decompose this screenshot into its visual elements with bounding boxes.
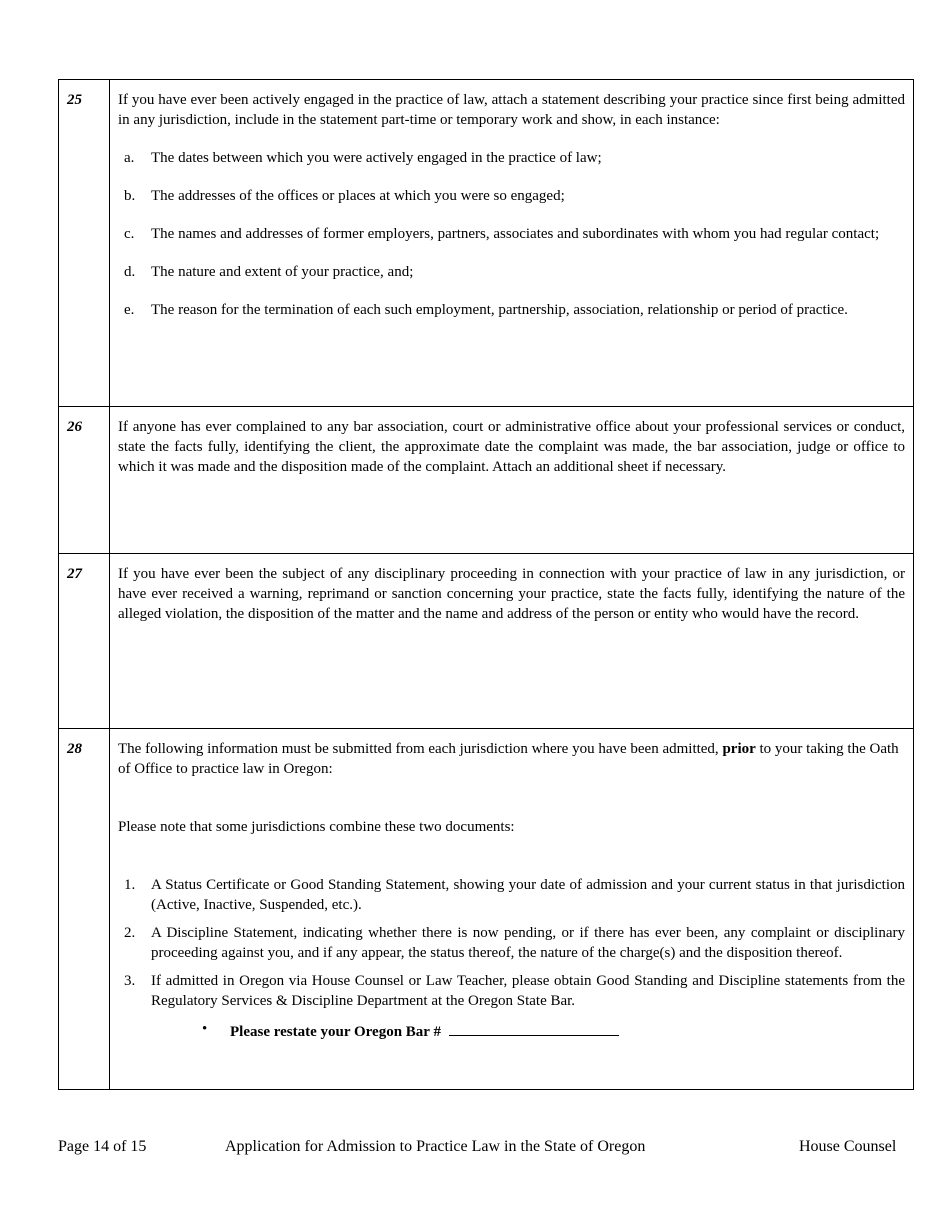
list-item: c. The names and addresses of former employers, partners, associates and subordinates with whom you had regular contact;: [124, 226, 880, 242]
question-number-cell: [59, 554, 110, 729]
question-number: 25: [67, 92, 82, 108]
question-content-cell: [110, 80, 914, 407]
question-number: 26: [67, 419, 82, 435]
question-content-cell: [110, 554, 914, 729]
question-row-28: [59, 729, 914, 1090]
question-text: If anyone has ever complained to any bar association, court or administrative office about your professional services or conduct, state the facts fully, identifying the client, the approximate date the complaint was made, the bar association, judge or office to which it was made and the disposition made of the complaint. Attach an additional sheet if necessary.: [118, 419, 905, 475]
questions-table: [58, 79, 914, 1090]
question-number-cell: [59, 80, 110, 407]
list-item: 1. A Status Certificate or Good Standing Statement, showing your date of admission and your current status in that jurisdiction (Active, Inactive, Suspended, etc.).: [124, 877, 905, 913]
question-row-25: [59, 80, 914, 407]
question-row-26: [59, 407, 914, 554]
list-item: 3. If admitted in Oregon via House Counsel or Law Teacher, please obtain Good Standing and Discipline statements from the Regulatory Services & Discipline Department at the Oregon State Bar.: [124, 973, 905, 1009]
list-item: e. The reason for the termination of each such employment, partnership, association, relationship or period of practice.: [124, 302, 848, 318]
question-text: If you have ever been actively engaged in the practice of law, attach a statement describing your practice since first being admitted in any jurisdiction, include in the statement part-time or temporary work and show, in each instance:: [118, 92, 905, 128]
bar-number-label: Please restate your Oregon Bar #: [230, 1024, 441, 1040]
list-item: d. The nature and extent of your practice, and;: [124, 264, 414, 280]
question-text: If you have ever been the subject of any disciplinary proceeding in connection with your practice of law in any jurisdiction, or have ever received a warning, reprimand or sanction concerning your practice, state the facts fully, identifying the nature of the alleged violation, the disposition of the matter and the name and address of the person or entity who would have the record.: [118, 566, 905, 622]
emphasis-text: prior: [722, 741, 756, 757]
question-row-27: [59, 554, 914, 729]
bar-number-blank[interactable]: [449, 1019, 619, 1036]
question-content-cell: [110, 729, 914, 1090]
footer-category: House Counsel: [799, 1138, 897, 1155]
question-number: 27: [67, 566, 82, 582]
list-item: b. The addresses of the offices or places at which you were so engaged;: [124, 188, 565, 204]
note-text: Please note that some jurisdictions combine these two documents:: [118, 819, 515, 835]
lettered-list: [118, 148, 905, 320]
footer-document-title: Application for Admission to Practice Law in the State of Oregon: [225, 1138, 646, 1155]
list-item: 2. A Discipline Statement, indicating whether there is now pending, or if there has ever been, any complaint or disciplinary proceeding against you, and if any appear, the status thereof, the nature of the charge(s) and the disposition thereof.: [124, 925, 905, 961]
question-number: 28: [67, 741, 82, 757]
footer-page-number: Page 14 of 15: [58, 1138, 147, 1155]
question-text: The following information must be submitted from each jurisdiction where you have been admitted, prior to your taking the Oath of Office to practice law in Oregon:: [118, 741, 899, 777]
numbered-list: [118, 875, 905, 1011]
question-number-cell: [59, 729, 110, 1090]
list-item: a. The dates between which you were actively engaged in the practice of law;: [124, 150, 602, 166]
question-number-cell: [59, 407, 110, 554]
bullet-icon: •: [202, 1021, 208, 1037]
bar-number-line: [118, 1019, 905, 1042]
question-content-cell: [110, 407, 914, 554]
